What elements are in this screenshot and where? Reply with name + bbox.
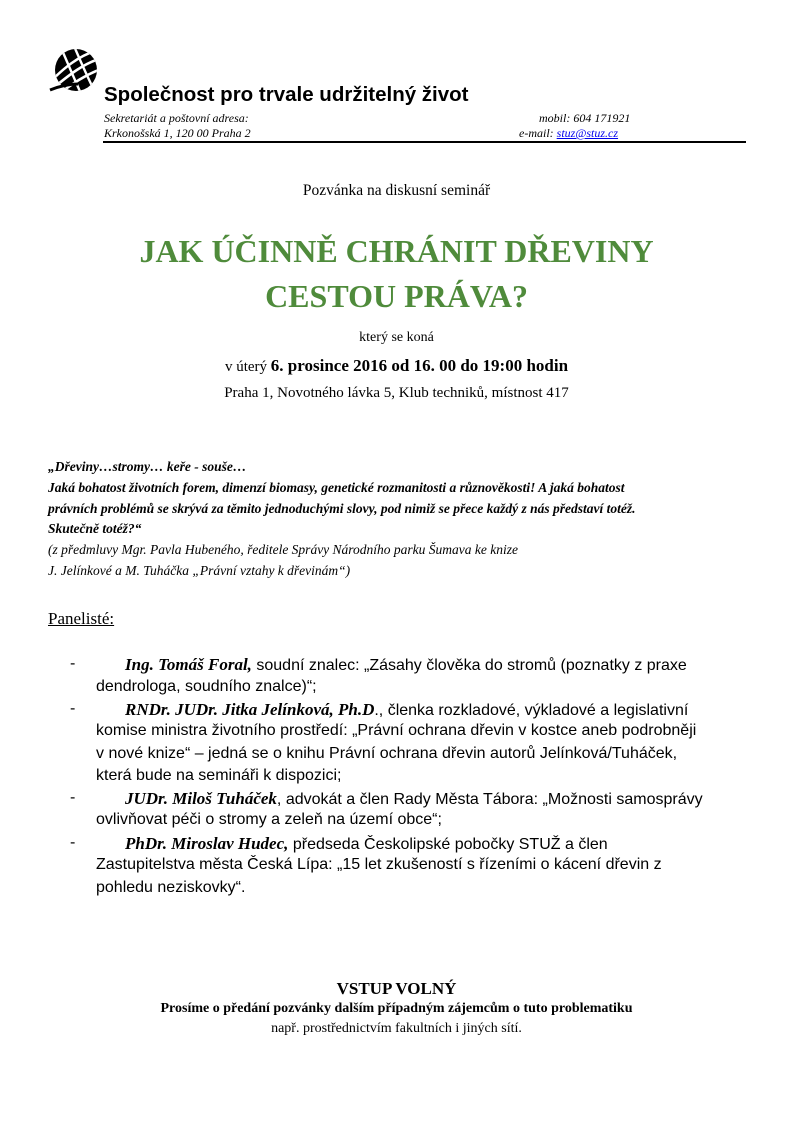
quote-source-line-1: (z předmluvy Mgr. Pavla Hubeného, ředitele Správy Národního parku Šumava ke knize bbox=[48, 542, 519, 557]
quote-line-3: právních problémů se skrývá za těmito jednoduchými slovy, pod nimiž se přece každý z nás představí totéž. bbox=[48, 501, 636, 516]
held-text: který se koná bbox=[359, 330, 434, 345]
free-entry-notice: VSTUP VOLNÝ bbox=[336, 979, 457, 998]
panelist-3-line-2: ovlivňovat péči o stromy a zeleň na území obce“; bbox=[96, 811, 442, 828]
globe-logo-icon bbox=[48, 46, 102, 98]
quote-line-1: „Dřeviny…stromy… keře - souše… bbox=[48, 459, 247, 474]
list-dash: - bbox=[70, 655, 76, 672]
secretariat-label: Sekretariát a poštovní adresa: bbox=[104, 111, 249, 125]
date-prefix: v úterý bbox=[224, 359, 271, 375]
email-link[interactable]: stuz@stuz.cz bbox=[556, 126, 619, 140]
panelists-heading: Panelisté: bbox=[48, 609, 115, 628]
panelist-2-line-1: RNDr. JUDr. Jitka Jelínková, Ph.D., členka rozkladové, výkladové a legislativní bbox=[125, 700, 689, 719]
email-line bbox=[519, 126, 618, 141]
postal-address: Krkonošská 1, 120 00 Praha 2 bbox=[104, 126, 251, 140]
mobile-number: mobil: 604 171921 bbox=[539, 111, 631, 125]
seminar-location: Praha 1, Novotného lávka 5, Klub techniků, místnost 417 bbox=[224, 385, 569, 401]
quote-line-4: Skutečně totéž?“ bbox=[48, 521, 142, 536]
panelist-2-line-3: v nové knize“ – jedná se o knihu Právní ochrana dřevin autorů Jelínková/Tuháček, bbox=[96, 745, 678, 762]
panelist-2-line-2: komise ministra životního prostředí: „Právní ochrana dřevin v kostce aneb podrobněji bbox=[96, 722, 697, 739]
invitation-intro: Pozvánka na diskusní seminář bbox=[302, 182, 491, 199]
date-time-bold: 6. prosince 2016 od 16. 00 do 19:00 hodin bbox=[270, 356, 569, 375]
quote-source-line-2: J. Jelínkové a M. Tuháčka „Právní vztahy k dřevinám“) bbox=[48, 563, 351, 578]
list-dash: - bbox=[70, 789, 76, 806]
panelist-1-line-1: Ing. Tomáš Foral, soudní znalec: „Zásahy člověka do stromů (poznatky z praxe bbox=[125, 655, 687, 674]
seminar-title-line-1: JAK ÚČINNĚ CHRÁNIT DŘEVINY bbox=[139, 233, 654, 269]
list-dash: - bbox=[70, 700, 76, 717]
organization-name: Společnost pro trvale udržitelný život bbox=[104, 83, 469, 106]
panelist-2-line-4: která bude na semináři k dispozici; bbox=[96, 767, 342, 784]
panelist-1-name: Ing. Tomáš Foral, bbox=[125, 655, 252, 674]
panelist-4-line-2: Zastupitelstva města Česká Lípa: „15 let zkušeností s řízeními o kácení dřevin z bbox=[96, 856, 662, 873]
forward-request: Prosíme o předání pozvánky dalším případným zájemcům o tuto problematiku bbox=[160, 1001, 633, 1016]
panelist-4-name: PhDr. Miroslav Hudec, bbox=[125, 834, 289, 853]
panelist-4-line-1: PhDr. Miroslav Hudec, předseda Českolipské pobočky STUŽ a člen bbox=[125, 834, 608, 853]
header-divider bbox=[103, 141, 746, 143]
panelist-4-line-3: pohledu neziskovky“. bbox=[96, 879, 246, 896]
panelist-1-line-2: dendrologa, soudního znalce)“; bbox=[96, 678, 317, 695]
list-dash: - bbox=[70, 834, 76, 851]
quote-line-2: Jaká bohatost životních forem, dimenzí biomasy, genetické rozmanitosti a různověkosti! A jaká bohatost bbox=[48, 480, 625, 495]
panelist-3-name: JUDr. Miloš Tuháček bbox=[125, 789, 277, 808]
seminar-date-time bbox=[0, 356, 793, 376]
panelist-3-line-1: JUDr. Miloš Tuháček, advokát a člen Rady Města Tábora: „Možnosti samosprávy bbox=[125, 789, 703, 808]
forward-channels: např. prostřednictvím fakultních i jiných sítí. bbox=[271, 1021, 522, 1036]
seminar-title-line-2: CESTOU PRÁVA? bbox=[265, 278, 528, 314]
panelist-2-name: RNDr. JUDr. Jitka Jelínková, Ph.D bbox=[125, 700, 375, 719]
email-label: e-mail: bbox=[519, 126, 557, 140]
